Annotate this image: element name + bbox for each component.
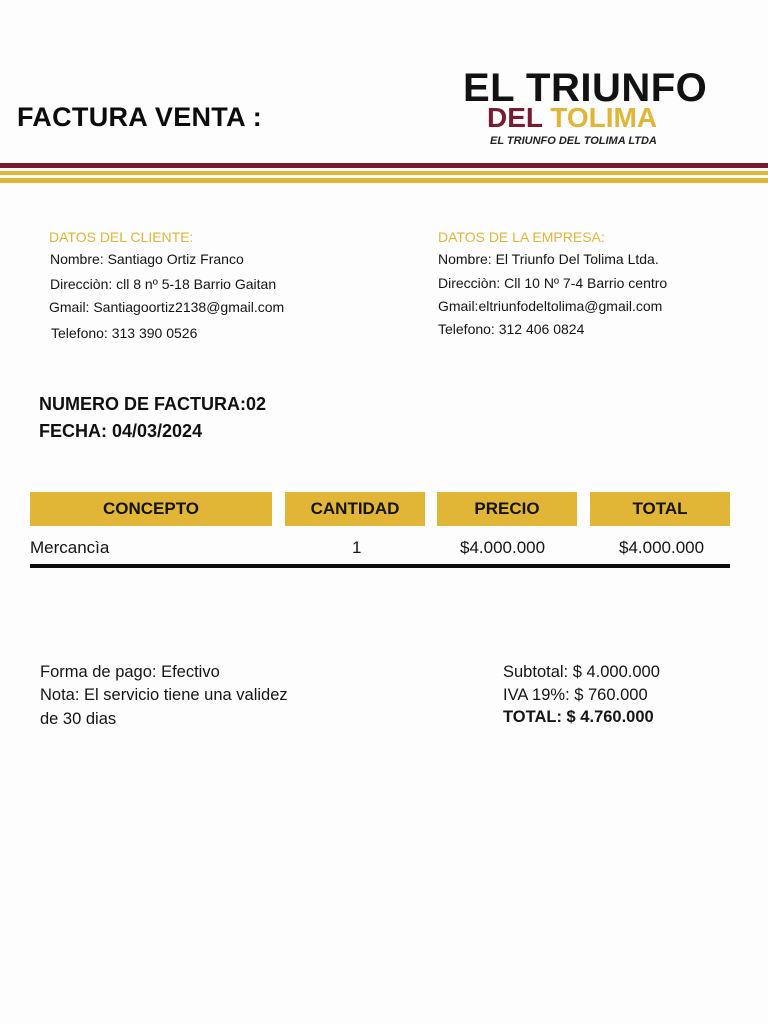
client-address: Direcciòn: cll 8 nº 5-18 Barrio Gaitan: [50, 276, 277, 292]
table-bottom-rule: [30, 564, 730, 568]
iva: IVA 19%: $ 760.000: [503, 686, 648, 704]
logo-line-2: [487, 102, 657, 134]
company-name: Nombre: El Triunfo Del Tolima Ltda.: [438, 251, 659, 267]
client-heading: DATOS DEL CLIENTE:: [49, 229, 194, 245]
company-phone: Telefono: 312 406 0824: [438, 321, 585, 337]
payment-method: Forma de pago: Efectivo: [40, 663, 220, 681]
logo-line-1: EL TRIUNFO: [463, 66, 708, 110]
column-header-concepto: CONCEPTO: [30, 492, 272, 526]
cell-precio: $4.000.000: [460, 538, 546, 557]
cell-concepto: Mercancìa: [30, 538, 110, 557]
logo-subtitle: EL TRIUNFO DEL TOLIMA LTDA: [490, 135, 657, 147]
header-stripe-gold: [0, 171, 768, 175]
company-address: Direcciòn: Cll 10 Nº 7-4 Barrio centro: [438, 275, 668, 291]
client-name: Nombre: Santiago Ortiz Franco: [50, 251, 244, 267]
note-line-1: Nota: El servicio tiene una validez: [40, 686, 288, 704]
client-phone: Telefono: 313 390 0526: [51, 325, 198, 341]
header-stripe-gold-lower: [0, 178, 768, 183]
company-email: Gmail:eltriunfodeltolima@gmail.com: [438, 298, 663, 314]
invoice-date: FECHA: 04/03/2024: [39, 421, 203, 441]
invoice-number: NUMERO DE FACTURA:02: [39, 394, 267, 414]
cell-cantidad: 1: [352, 538, 362, 557]
invoice-title: FACTURA VENTA :: [17, 102, 262, 132]
column-header-cantidad: CANTIDAD: [285, 492, 425, 526]
column-header-total: TOTAL: [590, 492, 730, 526]
company-heading: DATOS DE LA EMPRESA:: [438, 229, 605, 245]
logo-word-del: DEL: [487, 102, 543, 133]
note-line-2: de 30 dias: [40, 710, 117, 728]
grand-total: TOTAL: $ 4.760.000: [503, 708, 654, 726]
subtotal: Subtotal: $ 4.000.000: [503, 663, 660, 681]
cell-total: $4.000.000: [619, 538, 705, 557]
header-stripe-maroon: [0, 163, 768, 168]
column-header-precio: PRECIO: [437, 492, 577, 526]
logo-word-tolima: TOLIMA: [550, 102, 658, 133]
company-logo: [463, 66, 763, 156]
client-email: Gmail: Santiagoortiz2138@gmail.com: [49, 299, 285, 315]
